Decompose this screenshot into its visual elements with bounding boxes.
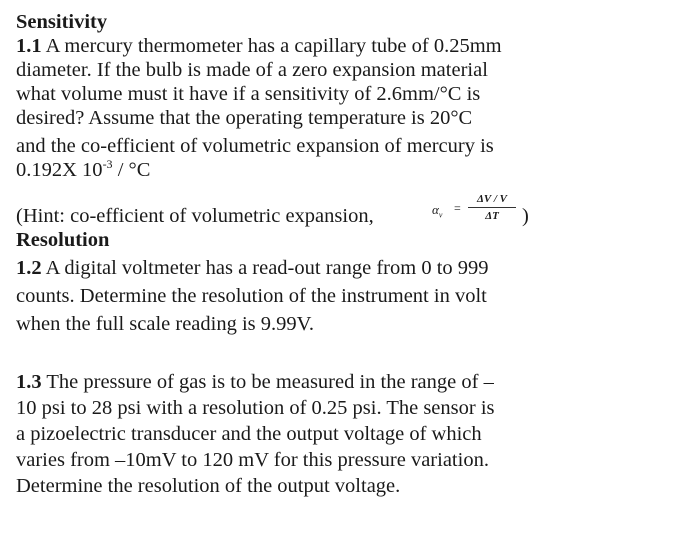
expansion-formula <box>432 192 552 228</box>
formula-denominator: ΔT <box>485 210 499 222</box>
question-1-2-line-2: counts. Determine the resolution of the instrument in volt <box>16 285 487 307</box>
coefficient-exponent: -3 <box>102 157 113 171</box>
paragraph-gap <box>16 336 666 360</box>
question-1-1-line-4: desired? Assume that the operating temperature is 20°C <box>16 107 473 129</box>
document-page <box>16 10 666 498</box>
question-1-1-line-6 <box>16 158 666 182</box>
question-text: A mercury thermometer has a capillary tube of 0.25mm <box>45 35 502 57</box>
sensitivity-heading: Sensitivity <box>16 11 108 33</box>
formula-fraction <box>464 192 520 223</box>
formula-alpha <box>432 202 442 220</box>
question-1-1-line-3: what volume must it have if a sensitivity of 2.6mm/°C is <box>16 83 481 105</box>
question-1-1-line-1 <box>16 34 666 58</box>
question-number: 1.1 <box>16 35 42 57</box>
resolution-heading: Resolution <box>16 229 110 251</box>
question-number: 1.2 <box>16 257 42 279</box>
question-text: The pressure of gas is to be measured in the range of – <box>46 371 494 393</box>
alpha-symbol: α <box>432 202 439 217</box>
question-number: 1.3 <box>16 371 42 393</box>
question-1-3-line-4: varies from –10mV to 120 mV for this pressure variation. <box>16 449 489 471</box>
question-1-3-line-1 <box>16 370 666 394</box>
question-1-3-line-3: a pizoelectric transducer and the output voltage of which <box>16 423 482 445</box>
question-1-1-line-2: diameter. If the bulb is made of a zero expansion material <box>16 59 488 81</box>
question-1-3-line-5: Determine the resolution of the output voltage. <box>16 475 401 497</box>
coefficient-unit: / °C <box>112 159 151 181</box>
hint-row <box>16 192 666 228</box>
hint-text: (Hint: co-efficient of volumetric expansion, <box>16 205 374 227</box>
coefficient-base: 0.192X 10 <box>16 159 103 181</box>
question-1-1-line-5: and the co-efficient of volumetric expansion of mercury is <box>16 135 494 157</box>
question-1-3-line-2: 10 psi to 28 psi with a resolution of 0.25 psi. The sensor is <box>16 397 495 419</box>
question-1-2-line-1 <box>16 256 666 280</box>
question-1-2-line-3: when the full scale reading is 9.99V. <box>16 313 314 335</box>
fraction-bar <box>468 207 516 208</box>
alpha-subscript: v <box>438 210 443 220</box>
formula-close-paren: ) <box>522 205 529 227</box>
formula-equals: = <box>454 201 461 215</box>
question-text: A digital voltmeter has a read-out range from 0 to 999 <box>45 257 489 279</box>
formula-numerator: ΔV / V <box>477 193 507 205</box>
